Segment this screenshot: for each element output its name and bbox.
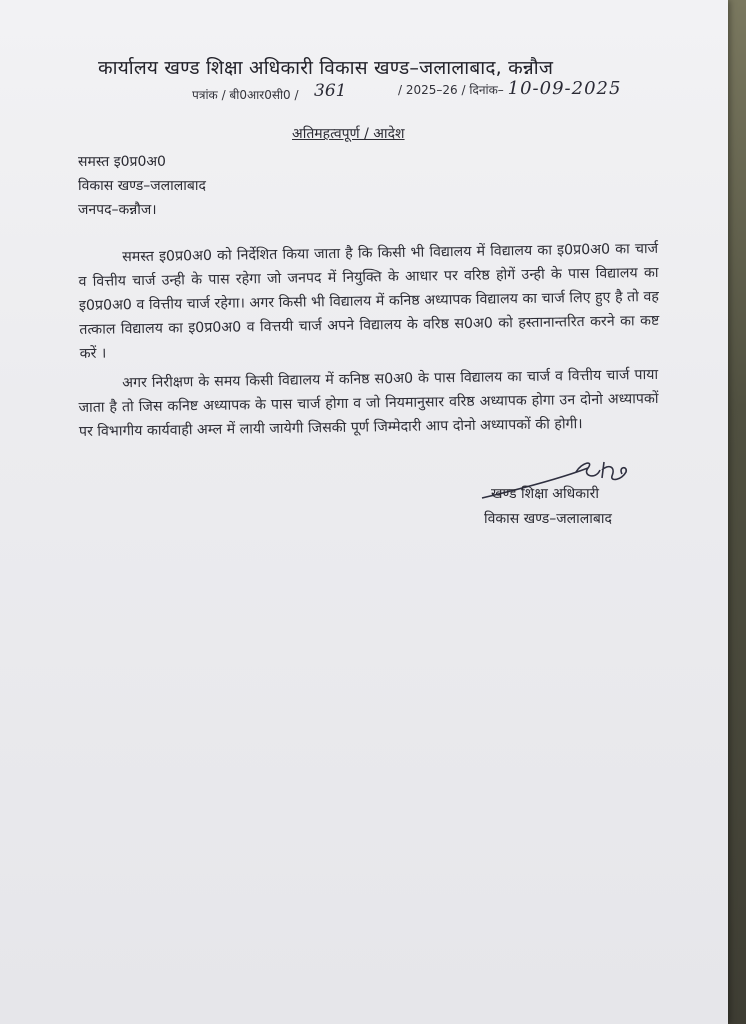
addressee-line-3: जनपद–कन्नौज। <box>78 202 157 218</box>
body-paragraph-2-text: अगर निरीक्षण के समय किसी विद्यालय में कनिष्ठ स0अ0 के पास विद्यालय का चार्ज व वित्तीय चार्ज पाया जाता है तो जिस कनिष्ट अध्यापक के पास चार्ज होगा व जो नियमानुसार वरिष्ठ अध्यापक होगा उन दोनो अध्यापकों पर विभागीय कार्यवाही अम्ल में लायी जायेगी जिसकी पूर्ण जिम्मेदारी आप दोनो अध्यापकों की होगी। <box>78 366 659 440</box>
signatory-title: खण्ड शिक्षा अधिकारी <box>491 486 599 502</box>
office-title: कार्यालय खण्ड शिक्षा अधिकारी विकास खण्ड–जलालाबाद, कन्नौज <box>98 57 554 79</box>
reference-date-line <box>398 78 621 99</box>
body-paragraph-1 <box>78 237 660 366</box>
paragraph-indent <box>78 261 122 262</box>
reference-number: 361 <box>314 81 347 101</box>
addressee-line-2: विकास खण्ड–जलालाबाद <box>78 178 206 194</box>
addressee-line-1: समस्त इ0प्र0अ0 <box>78 154 166 170</box>
reference-prefix: पत्रांक / बी0आर0सी0 / <box>192 88 299 102</box>
letter-subject: अतिमहत्वपूर्ण / आदेश <box>292 126 405 142</box>
body-paragraph-2 <box>78 363 659 444</box>
paragraph-indent <box>78 387 122 388</box>
letter-date: 10-09-2025 <box>507 78 622 99</box>
reference-year: / 2025–26 / दिनांक– <box>398 83 504 97</box>
body-paragraph-1-text: समस्त इ0प्र0अ0 को निर्देशित किया जाता है कि किसी भी विद्यालय में विद्यालय का इ0प्र0अ0 का चार्ज व वित्तीय चार्ज उन्ही के पास रहेगा जो जनपद में नियुक्ति के आधार पर वरिष्ठ होगें उन्ही के पास विद्यालय का इ0प्र0अ0 व वित्तीय चार्ज रहेगा। अगर किसी भी विद्यालय में कनिष्ठ अध्यापक विद्यालय का चार्ज लिए हुए है तो वह तत्काल विद्यालय का इ0प्र0अ0 व वित्तयी चार्ज अपने विद्यालय के वरिष्ठ स0अ0 को हस्तानान्तरित करने का कष्ट करें । <box>78 240 660 362</box>
signatory-block: विकास खण्ड–जलालाबाद <box>484 511 612 527</box>
